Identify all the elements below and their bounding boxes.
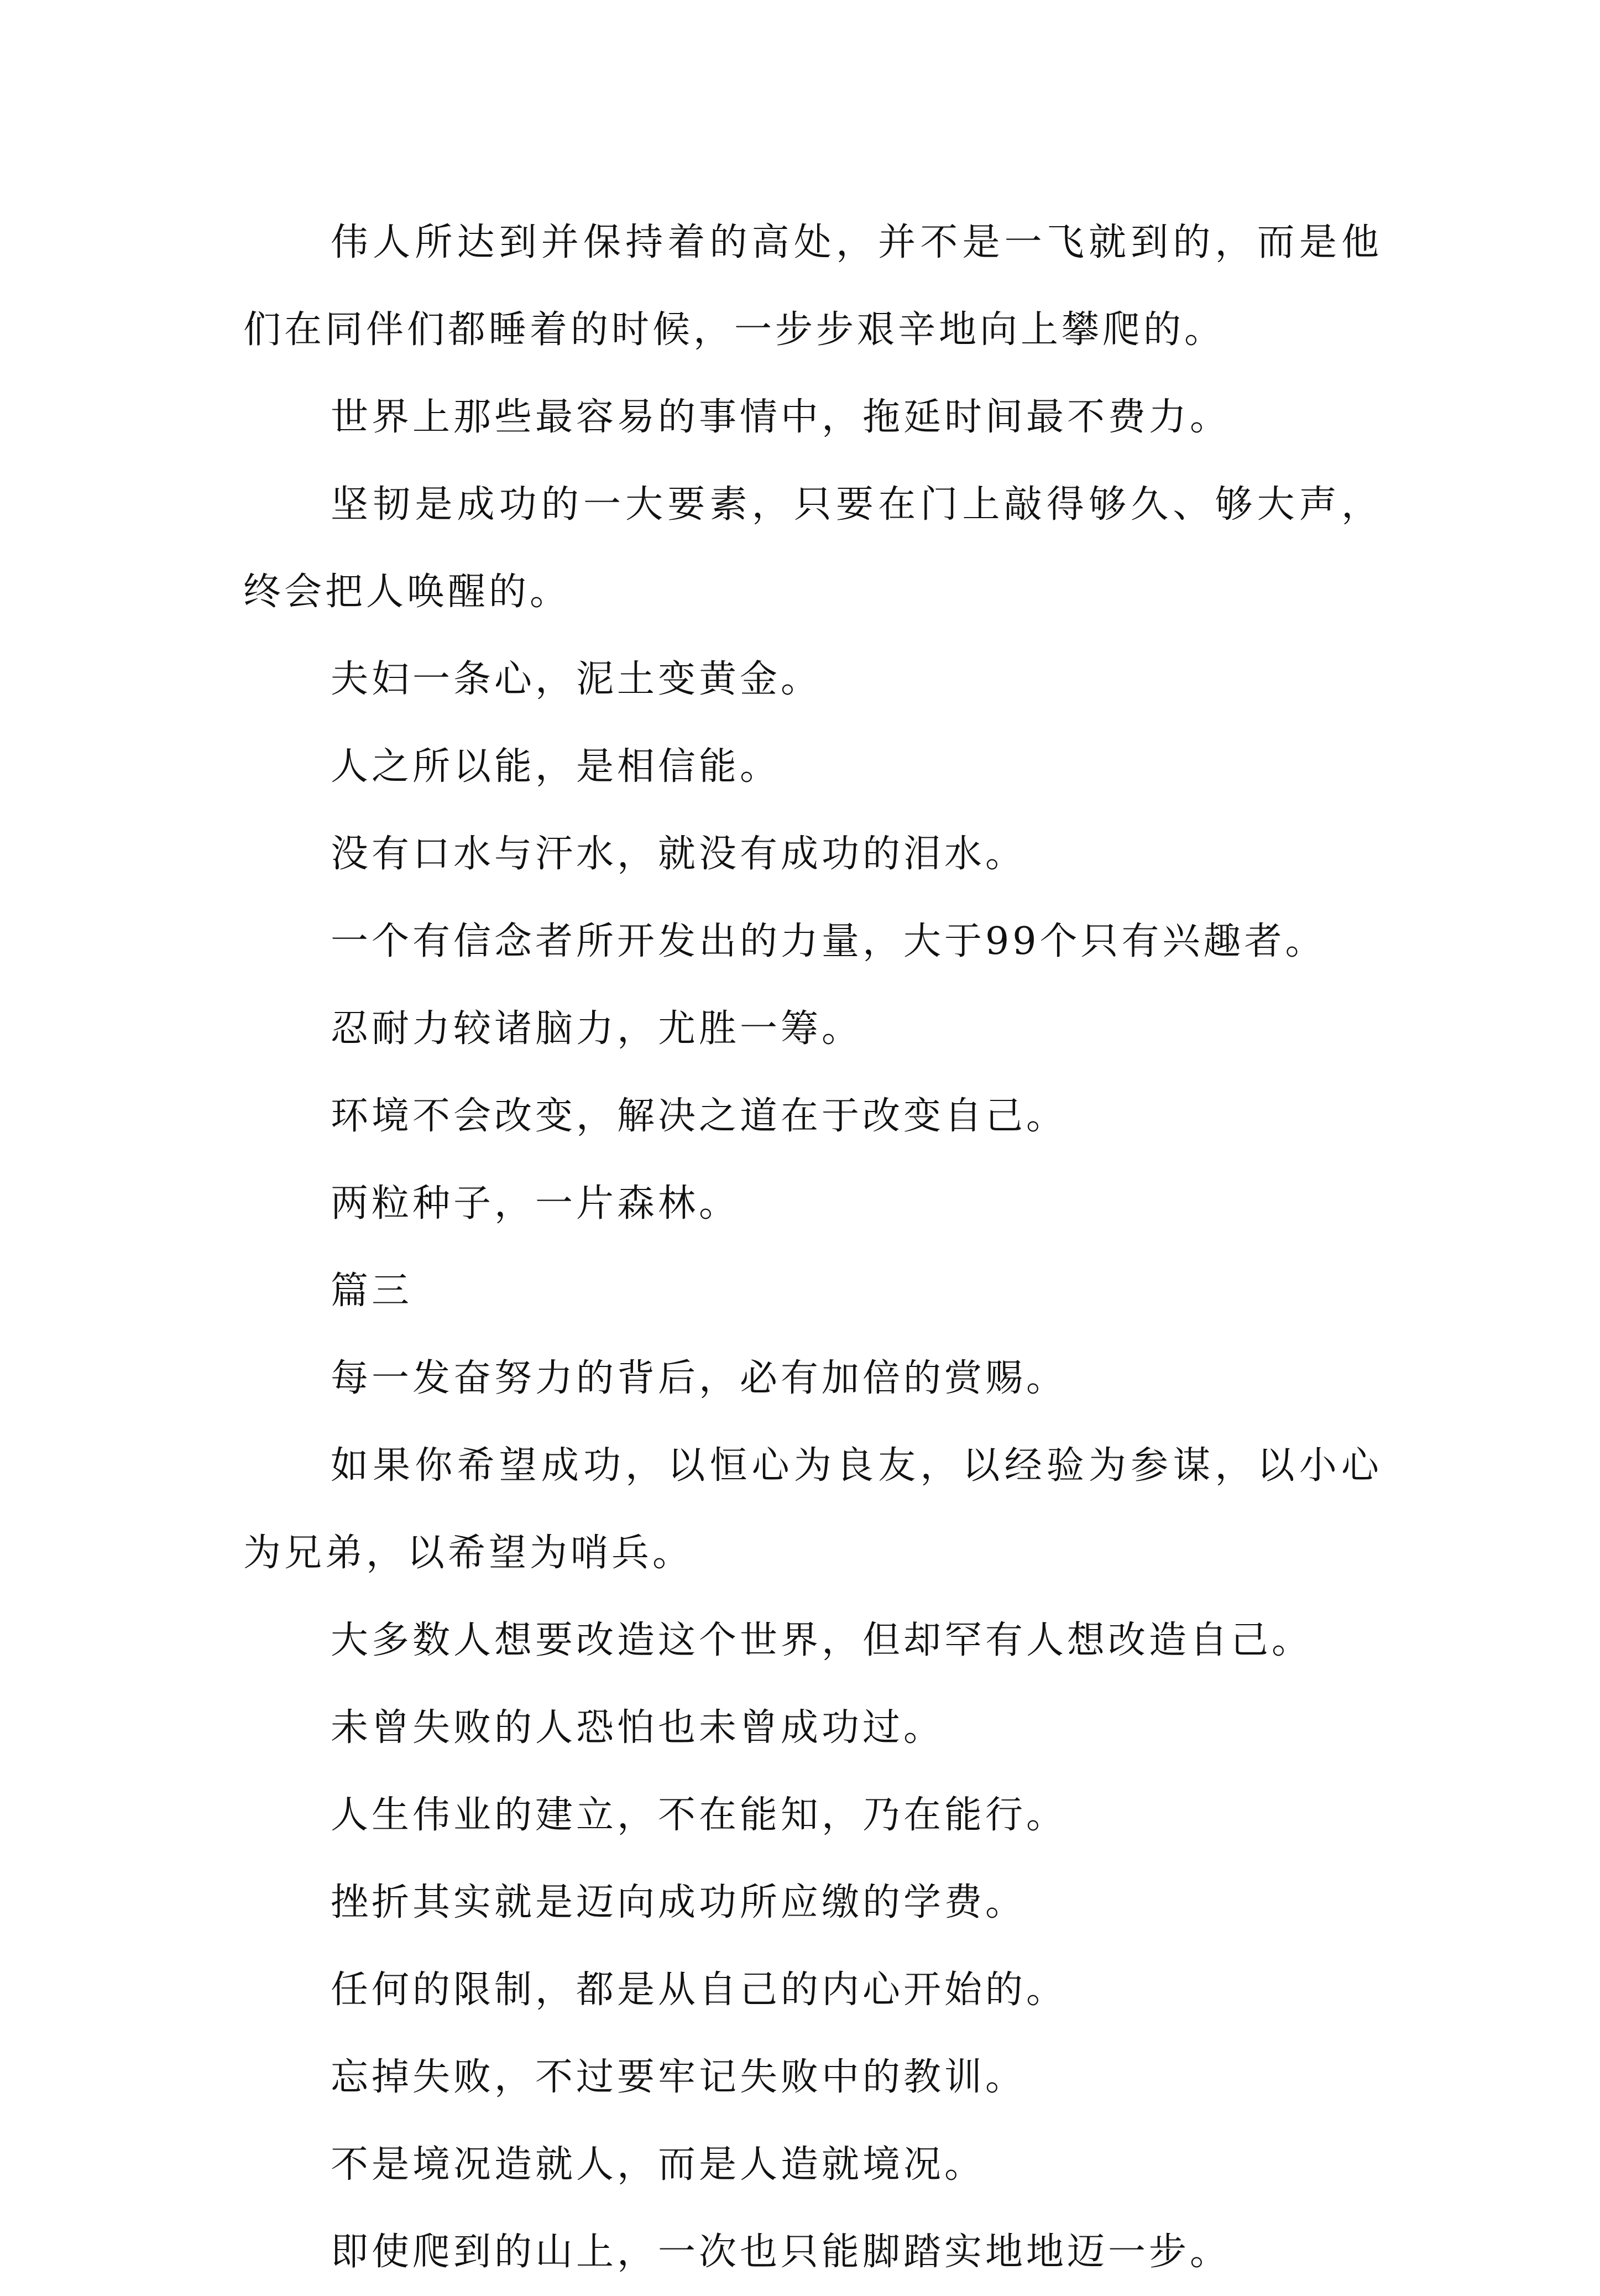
paragraph: 人之所以能，是相信能。 bbox=[331, 745, 781, 789]
paragraph: 世界上那些最容易的事情中，拖延时间最不费力。 bbox=[331, 395, 1231, 439]
paragraph: 如果你希望成功，以恒心为良友，以经验为参谋，以小心为兄弟，以希望为哨兵。 bbox=[243, 1444, 1382, 1575]
paragraph: 每一发奋努力的背后，必有加倍的赏赐。 bbox=[331, 1356, 1068, 1400]
paragraph: 大多数人想要改造这个世界，但却罕有人想改造自己。 bbox=[331, 1619, 1313, 1662]
paragraph: 伟人所达到并保持着的高处，并不是一飞就到的，而是他们在同伴们都睡着的时候，一步步艰辛地向上攀爬的。 bbox=[243, 221, 1382, 352]
paragraph: 即使爬到的山上，一次也只能脚踏实地地迈一步。 bbox=[331, 2230, 1231, 2274]
paragraph: 两粒种子，一片森林。 bbox=[331, 1182, 740, 1225]
paragraph: 没有口水与汗水，就没有成功的泪水。 bbox=[331, 832, 1027, 876]
paragraph: 一个有信念者所开发出的力量，大于99个只有兴趣者。 bbox=[331, 920, 1326, 963]
paragraph: 环境不会改变，解决之道在于改变自己。 bbox=[331, 1094, 1068, 1138]
paragraph: 夫妇一条心，泥土变黄金。 bbox=[331, 658, 822, 701]
paragraph: 不是境况造就人，而是人造就境况。 bbox=[331, 2143, 986, 2187]
paragraph: 任何的限制，都是从自己的内心开始的。 bbox=[331, 1968, 1068, 2012]
paragraph: 挫折其实就是迈向成功所应缴的学费。 bbox=[331, 1881, 1027, 1924]
section-heading: 篇三 bbox=[331, 1269, 413, 1313]
paragraph: 坚韧是成功的一大要素，只要在门上敲得够久、够大声，终会把人唤醒的。 bbox=[243, 483, 1382, 614]
document-body bbox=[243, 199, 1382, 2296]
paragraph: 人生伟业的建立，不在能知，乃在能行。 bbox=[331, 1793, 1068, 1837]
paragraph: 忍耐力较诸脑力，尤胜一筹。 bbox=[331, 1007, 863, 1051]
paragraph: 忘掉失败，不过要牢记失败中的教训。 bbox=[331, 2055, 1027, 2099]
paragraph: 未曾失败的人恐怕也未曾成功过。 bbox=[331, 1706, 945, 1750]
